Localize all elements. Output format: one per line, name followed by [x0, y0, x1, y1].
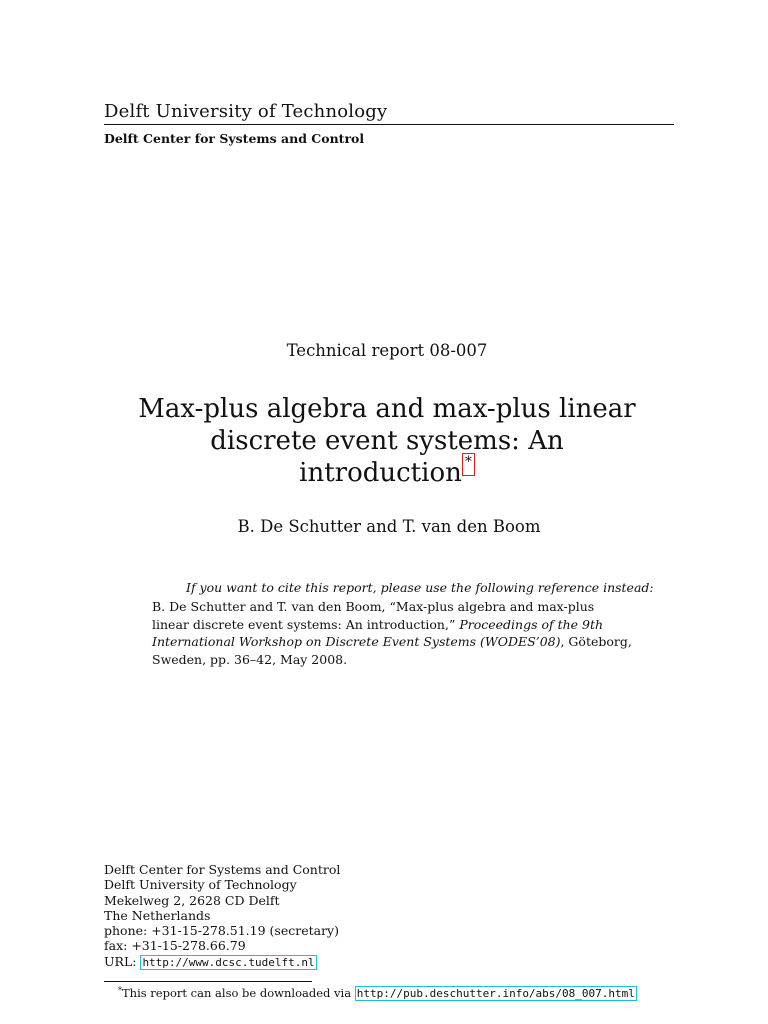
footnote-rule — [104, 981, 312, 982]
footnote — [118, 986, 637, 1001]
url-line — [104, 954, 340, 970]
title-line-1: Max-plus algebra and max-plus linear — [138, 394, 636, 424]
address-block — [104, 862, 340, 970]
title-line-3 — [0, 454, 768, 489]
citation-authors-title: B. De Schutter and T. van den Boom, “Max-plus algebra and max-plus linear discrete event systems: An introduction,” — [152, 599, 595, 632]
footnote-link[interactable]: * — [462, 453, 475, 476]
authors: B. De Schutter and T. van den Boom — [237, 517, 541, 536]
department-name: Delft Center for Systems and Control — [104, 131, 365, 146]
title-line-2: discrete event systems: An — [210, 426, 564, 456]
citation-reference — [152, 598, 632, 668]
footnote-mark: * — [118, 986, 122, 995]
citation-venue: Proceedings of the 9th International Workshop on Discrete Event Systems (WODES’08) — [152, 616, 604, 649]
address-line: Delft Center for Systems and Control — [104, 862, 341, 877]
citation-intro: If you want to cite this report, please use the following reference instead: — [186, 580, 654, 595]
address-line: Mekelweg 2, 2628 CD Delft — [104, 892, 280, 908]
address-line: Delft University of Technology — [104, 877, 297, 893]
report-number: Technical report 08-007 — [286, 341, 488, 360]
citation-details: , Göteborg, Sweden, pp. 36–42, May 2008. — [152, 634, 632, 667]
document-title — [0, 393, 768, 489]
phone-line: phone: +31-15-278.51.19 (secretary) — [104, 923, 339, 939]
header-rule — [104, 124, 674, 125]
footnote-text: This report can also be downloaded via — [122, 986, 355, 1000]
fax-line: fax: +31-15-278.66.79 — [104, 938, 246, 954]
download-url-link[interactable]: http://pub.deschutter.info/abs/08_007.html — [356, 987, 635, 1000]
dcsc-url-link[interactable]: http://www.dcsc.tudelft.nl — [142, 955, 315, 969]
title-line-3-text: introduction — [299, 458, 462, 488]
university-name: Delft University of Technology — [104, 101, 388, 122]
address-line: The Netherlands — [104, 907, 211, 923]
url-label: URL: — [104, 953, 141, 969]
